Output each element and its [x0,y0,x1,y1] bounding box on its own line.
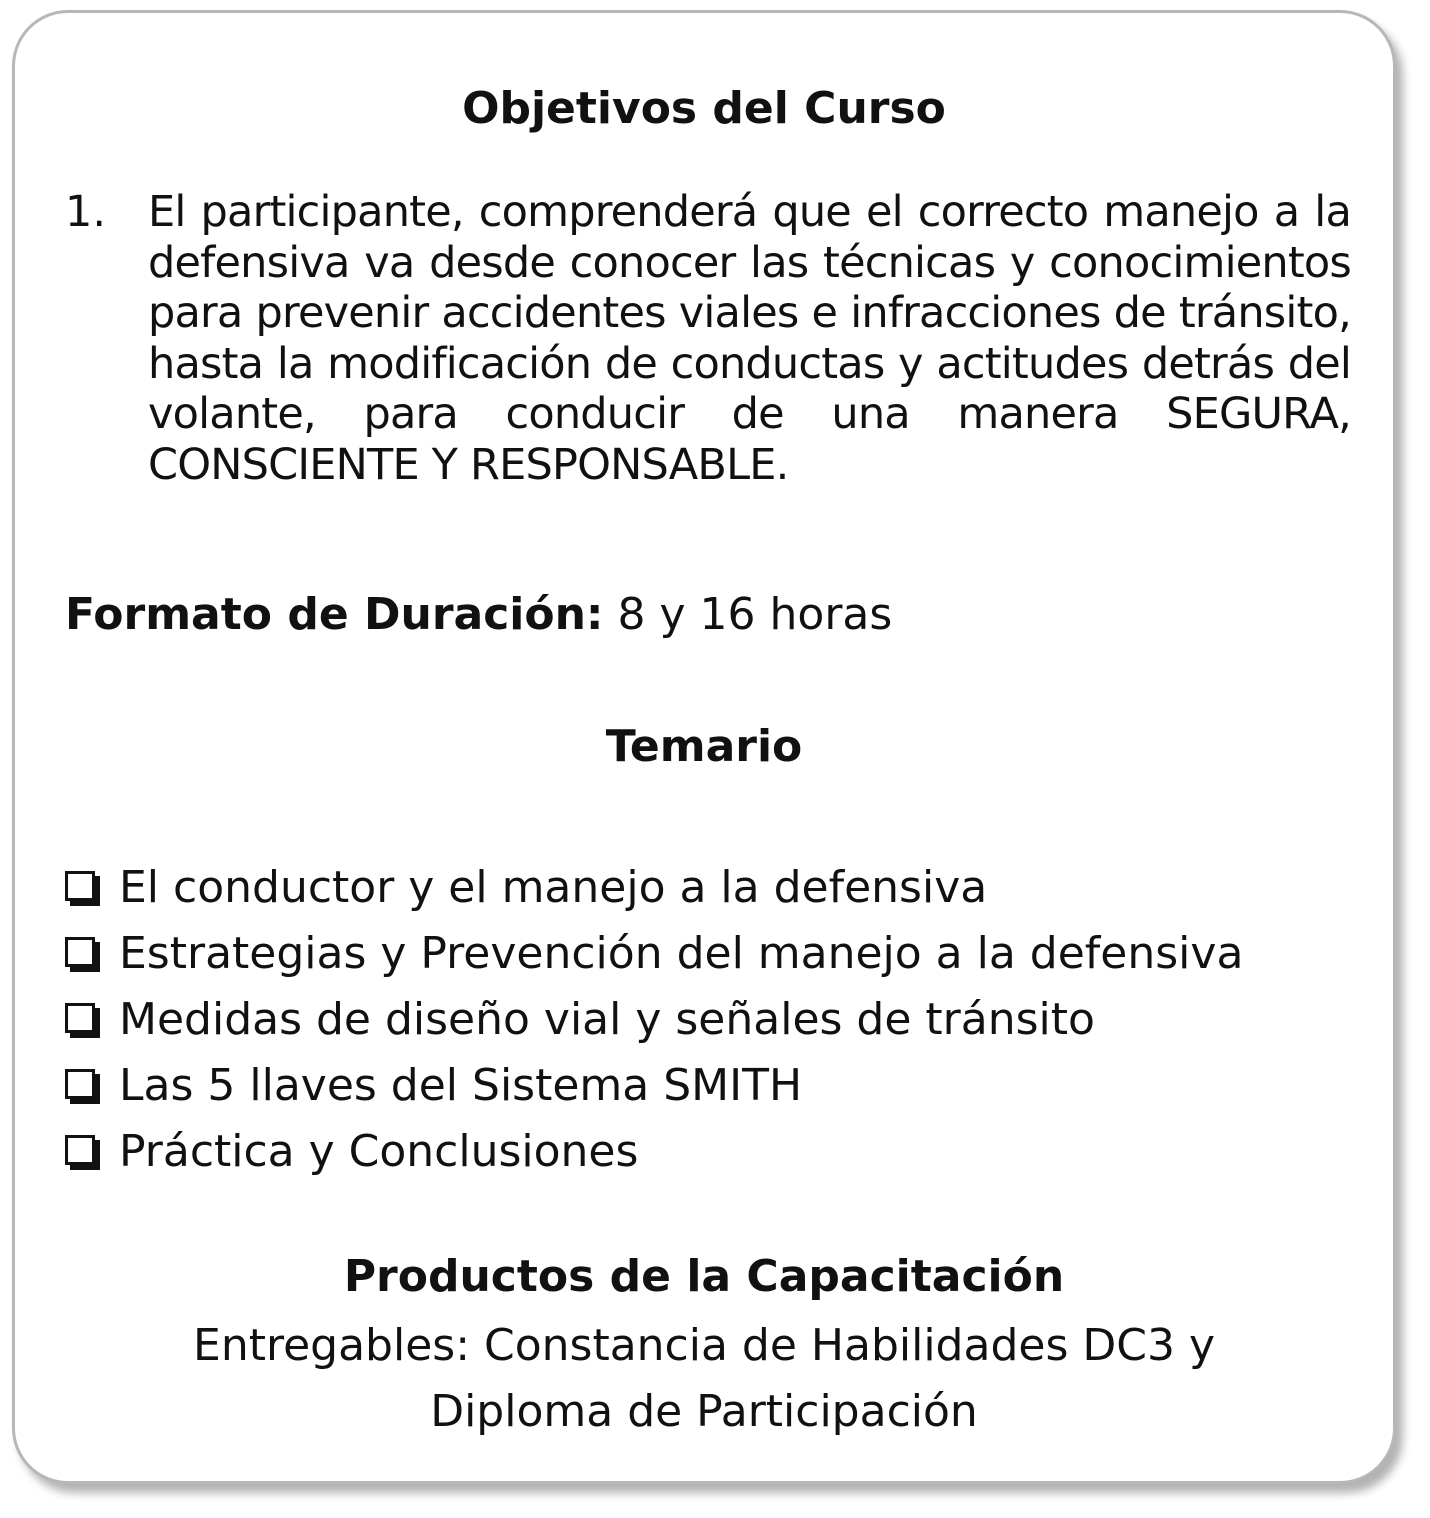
list-item [65,855,1243,921]
list-item [65,921,1243,987]
productos-line-1: Entregables: Constancia de Habilidades DC3 y [193,1320,1215,1371]
list-item [65,1119,1243,1185]
checkbox-icon [65,1069,95,1099]
list-item [65,987,1243,1053]
productos-title: Productos de la Capacitación [343,1251,1065,1302]
temario-item-label: El conductor y el manejo a la defensiva [119,862,988,913]
checkbox-icon [65,937,95,967]
temario-item-label: Las 5 llaves del Sistema SMITH [119,1060,803,1111]
objetivo-item [65,187,1351,490]
temario-item-label: Medidas de diseño vial y señales de tránsito [119,994,1095,1045]
temario-item-label: Práctica y Conclusiones [119,1126,639,1177]
list-item [65,1053,1243,1119]
objetivos-list [65,187,1351,490]
objetivo-number: 1. [65,187,107,237]
productos-text [15,1313,1393,1445]
objetivos-title: Objetivos del Curso [462,83,946,134]
checkbox-icon [65,1135,95,1165]
temario-list [65,855,1243,1185]
objetivo-text: El participante, comprenderá que el correcto manejo a la defensiva va desde conocer las técnicas y conocimientos para prevenir accidentes viales e infracciones de tránsito, hasta la modificación de conductas y actitudes detrás del volante, para conducir de una manera SEGURA, CONSCIENTE Y RESPONSABLE. [148,187,1351,490]
checkbox-icon [65,871,95,901]
productos-line-2: Diploma de Participación [430,1386,978,1437]
duracion-line [65,591,892,639]
duracion-value: 8 y 16 horas [617,589,893,640]
checkbox-icon [65,1003,95,1033]
duracion-label: Formato de Duración: [65,589,604,640]
temario-item-label: Estrategias y Prevención del manejo a la defensiva [119,928,1244,979]
course-card [12,10,1396,1484]
temario-title: Temario [605,721,803,772]
